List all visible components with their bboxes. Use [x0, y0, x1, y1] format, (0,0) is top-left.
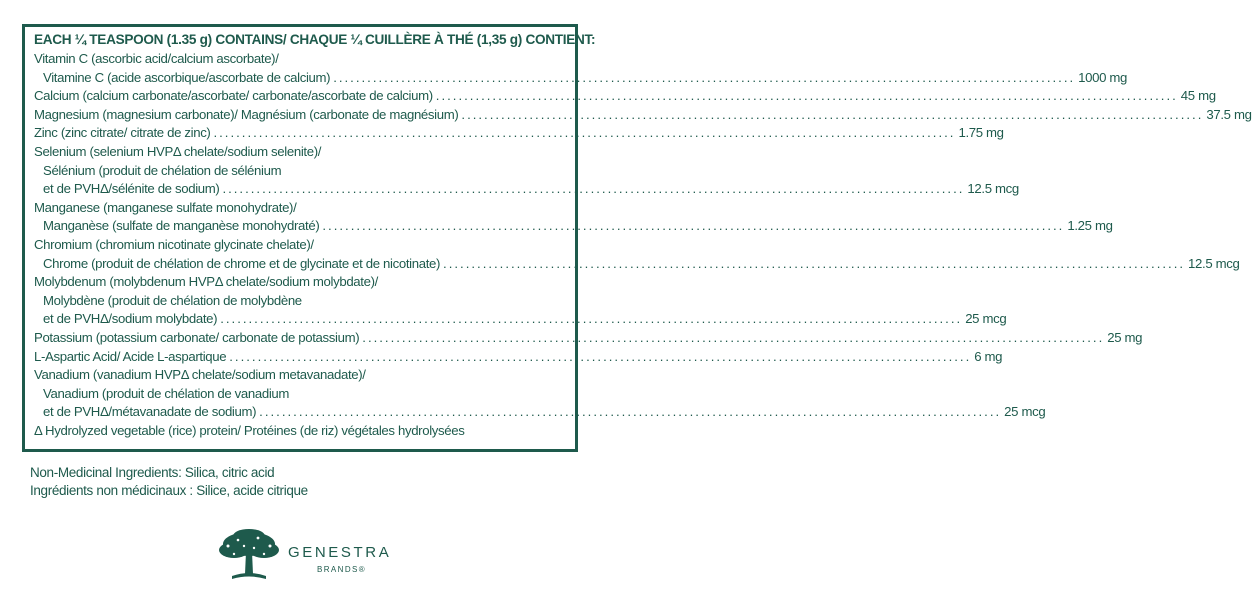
non-medicinal-en: Non-Medicinal Ingredients: Silica, citric acid [30, 465, 275, 480]
ingredient-label: Manganèse (sulfate de manganèse monohydraté) [43, 218, 320, 234]
ingredient-amount: 1.25 mg [1067, 218, 1113, 234]
ingredient-amount: 1.75 mg [958, 125, 1004, 141]
footnote: Δ Hydrolyzed vegetable (rice) protein/ Protéines (de riz) végétales hydrolysées [34, 422, 465, 438]
ingredient-line [34, 124, 1004, 143]
dot-leader: ................................................................................................................................... [322, 218, 1065, 234]
ingredient-label: Selenium (selenium HVPΔ chelate/sodium selenite)/ [34, 143, 322, 159]
ingredient-amount: 12.5 mcg [967, 181, 1019, 197]
ingredient-label: Potassium (potassium carbonate/ carbonate de potassium) [34, 329, 360, 345]
ingredient-label: Vitamine C (acide ascorbique/ascorbate de calcium) [43, 69, 331, 85]
ingredient-line [34, 106, 1252, 125]
ingredient-label: Molybdène (produit de chélation de molybdène [43, 292, 302, 308]
dot-leader: ................................................................................................................................... [229, 348, 972, 364]
ingredient-line [34, 87, 1216, 106]
ingredient-label: Magnesium (magnesium carbonate)/ Magnésium (carbonate de magnésium) [34, 106, 459, 122]
ingredient-line [34, 385, 563, 404]
dot-leader: ................................................................................................................................... [259, 404, 1002, 420]
ingredient-line [34, 292, 563, 311]
dot-leader: ................................................................................................................................... [222, 181, 965, 197]
ingredient-line [34, 217, 1113, 236]
ingredient-line [34, 69, 1128, 88]
ingredient-line [34, 255, 1240, 274]
ingredient-line [34, 180, 1019, 199]
ingredient-line [34, 403, 1046, 422]
ingredient-amount: 25 mg [1107, 329, 1143, 345]
ingredient-amount: 1000 mg [1078, 69, 1128, 85]
ingredient-label: Manganese (manganese sulfate monohydrate)/ [34, 199, 297, 215]
ingredient-amount: 25 mcg [1004, 404, 1046, 420]
ingredient-amount: 37.5 mg [1206, 106, 1252, 122]
ingredient-label: Sélénium (produit de chélation de sélénium [43, 162, 282, 178]
ingredient-label: Zinc (zinc citrate/ citrate de zinc) [34, 125, 211, 141]
ingredient-line [34, 236, 563, 255]
ingredient-line [34, 50, 563, 69]
dot-leader: ................................................................................................................................... [362, 329, 1105, 345]
ingredient-amount: 25 mcg [965, 311, 1007, 327]
ingredient-line [34, 273, 563, 292]
ingredient-label: L-Aspartic Acid/ Acide L-aspartique [34, 348, 227, 364]
ingredient-amount: 6 mg [974, 348, 1003, 364]
ingredient-label: Chromium (chromium nicotinate glycinate chelate)/ [34, 236, 314, 252]
brand-subtitle: BRANDS® [317, 565, 367, 574]
ingredient-line [34, 162, 563, 181]
supplement-facts-panel [22, 24, 1252, 452]
ingredient-label: Calcium (calcium carbonate/ascorbate/ carbonate/ascorbate de calcium) [34, 88, 433, 104]
ingredient-label: Vanadium (vanadium HVPΔ chelate/sodium metavanadate)/ [34, 367, 366, 383]
ingredient-line [34, 310, 1007, 329]
dot-leader: ................................................................................................................................... [213, 125, 956, 141]
dot-leader: ................................................................................................................................... [435, 88, 1178, 104]
dot-leader: ................................................................................................................................... [461, 106, 1204, 122]
ingredient-label: et de PVHΔ/sodium molybdate) [43, 311, 218, 327]
ingredient-line [34, 366, 563, 385]
dot-leader: ................................................................................................................................... [220, 311, 963, 327]
brand-name: GENESTRA [288, 544, 392, 561]
non-medicinal-ingredients [30, 464, 308, 500]
brand-logo [214, 526, 394, 586]
ingredient-amount: 45 mg [1180, 88, 1216, 104]
ingredient-label: et de PVHΔ/métavanadate de sodium) [43, 404, 257, 420]
non-medicinal-fr: Ingrédients non médicinaux : Silice, acide citrique [30, 483, 308, 498]
panel-heading: EACH ¼ TEASPOON (1.35 g) CONTAINS/ CHAQUE ¼ CUILLÈRE À THÉ (1,35 g) CONTIENT: [34, 32, 596, 47]
ingredient-line [34, 348, 1003, 367]
ingredient-label: Molybdenum (molybdenum HVPΔ chelate/sodium molybdate)/ [34, 274, 378, 290]
ingredient-line [34, 143, 563, 162]
oak-tree-icon [214, 526, 284, 586]
ingredient-label: et de PVHΔ/sélénite de sodium) [43, 181, 220, 197]
dot-leader: ................................................................................................................................... [333, 69, 1076, 85]
ingredient-line [34, 329, 1143, 348]
ingredient-amount: 12.5 mcg [1188, 255, 1240, 271]
dot-leader: ................................................................................................................................... [443, 255, 1186, 271]
ingredient-label: Vitamin C (ascorbic acid/calcium ascorbate)/ [34, 51, 279, 66]
ingredient-label: Vanadium (produit de chélation de vanadium [43, 385, 290, 401]
ingredient-label: Chrome (produit de chélation de chrome et de glycinate et de nicotinate) [43, 255, 441, 271]
ingredient-line [34, 199, 563, 218]
